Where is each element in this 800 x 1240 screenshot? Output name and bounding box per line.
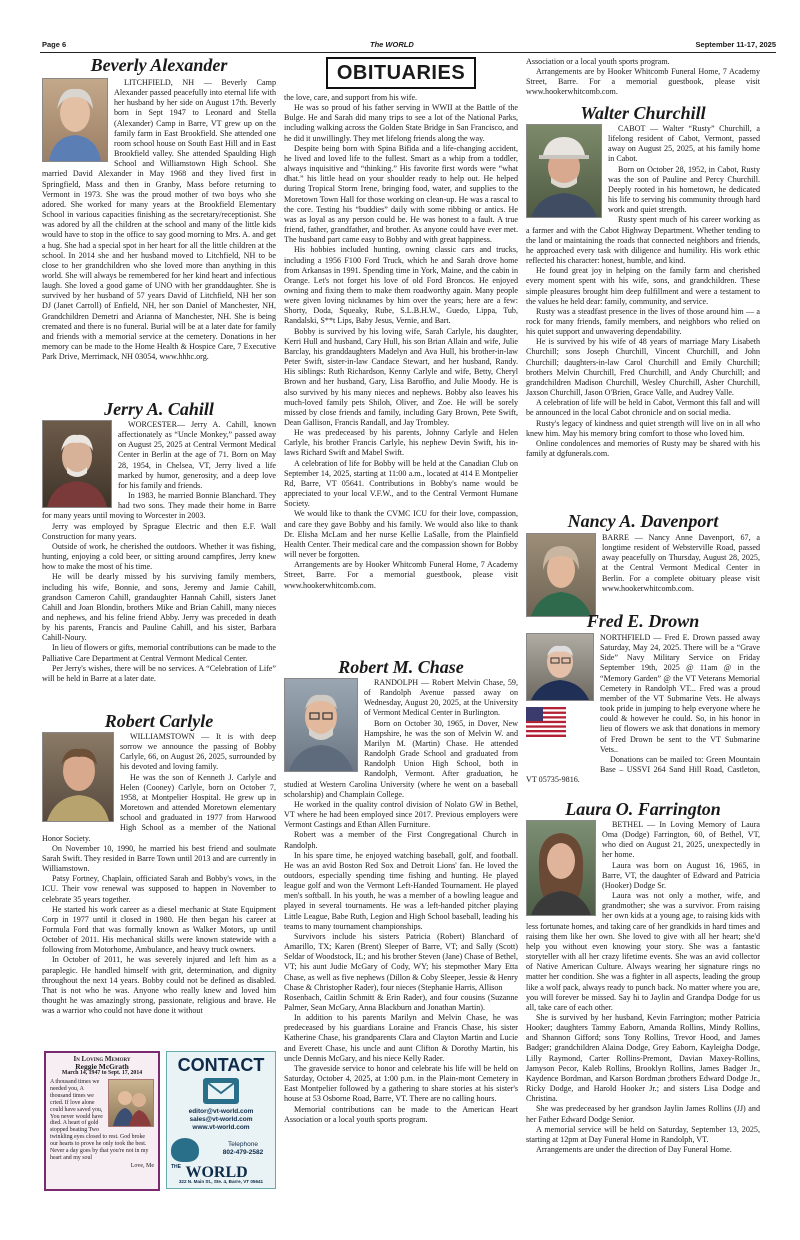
contact-phone-label: Telephone bbox=[228, 1141, 258, 1148]
world-logo bbox=[171, 1164, 271, 1181]
phone-icon bbox=[171, 1138, 199, 1162]
obit-fred: NORTHFIELD — Fred E. Drown passed away Saturday, May 24, 2025. There will be a “Grave Side” Navy Military Service on Friday September 19th, 2025 @ 11am @ in the “Memory Garden” @ the VT Veterans Memorial Cemetery in Randolph VT... Fred was a proud member of the VT Submarine Vets. He always took pride in jumping to help everyone where he could & however he could. So, in his honor in lieu of flowers we ask that donations in memory of Fred Drown be sent to the VT Submarine Vets.. Donations can be mailed to: Green Mountain Base – USSVI 264 Sand Hill Road, Castleton, VT 05735-9816. bbox=[526, 633, 760, 785]
obit-nancy: BARRE — Nancy Anne Davenport, 67, a longtime resident of Websterville Road, passed away peacefully on Thursday, August 28, 2025, at the Central Vermont Medical Center in Berlin. For a complete obituary please visit www.hookerwhitcomb.com. bbox=[526, 533, 760, 619]
obit-robert-chase-part2: Association or a local youth sports program. Arrangements are by Hooker Whitcomb Funeral Home, 7 Academy Street, Barre. For a memorial guestbook, please visit www.hookerwhitcomb.com. bbox=[526, 57, 760, 97]
header-rule bbox=[40, 52, 776, 53]
contact-website[interactable]: www.vt-world.com bbox=[192, 1124, 250, 1131]
obit-name-fred: Fred E. Drown bbox=[586, 611, 700, 631]
logo-world: WORLD bbox=[185, 1164, 248, 1181]
contact-email-sales[interactable]: sales@vt-world.com bbox=[189, 1116, 253, 1123]
american-flag-icon bbox=[526, 707, 566, 737]
contact-title: CONTACT bbox=[177, 1055, 265, 1075]
photo-walter bbox=[526, 124, 602, 218]
obit-jerry: WORCESTER— Jerry A. Cahill, known affectionately as “Uncle Monkey,” passed away on August 25, 2025 at Central Vermont Medical Center in Berlin at the age of 71. Born on May 28, 1954, in Chelsea, VT, Jerry lived a life marked by humor, generosity, and a deep love for his family and friends. In 1983, he married Bonnie Blanchard. They had two sons. They made their home in Barre for many years until moving to Worcester in 2003. Jerry was employed by Sprague Electric and then E.F. Wall Construction for many years. Outside of work, he cherished the outdoors. Whether it was fishing, hunting, enjoying a cold beer, or sitting around campfires, Jerry knew how to make the most of his time. He will be dearly missed by his surviving family members, including his wife, Bonnie, and sons, Jeremy and Jamie Cahill, grandson Cameron Cahill, grandaughter Hannah Cahill, sisters Janet Cahill and Joan Blondin, brothers Mike and Brian Cahill, many nieces and nephews, and his feline friend Abby. Jerry was preceded in death by his parents, Francis and Pauline Cahill, and his sister, Barbara Cahill-Noury. In lieu of flowers or gifts, memorial contributions can be made to the Palliative Care Department at Central Vermont Medical Center. Per Jerry's wishes, there will be no services. A “Celebration of Life” will be held in Barre at a later date. bbox=[42, 420, 276, 683]
obit-name-jerry: Jerry A. Cahill bbox=[104, 399, 214, 419]
obit-name-beverly: Beverly Alexander bbox=[90, 55, 228, 75]
photo-beverly bbox=[42, 78, 108, 162]
obit-robert-carlyle-part1: WILLIAMSTOWN — It is with deep sorrow we announce the passing of Bobby Carlyle, 66, on August 26, 2025, surrounded by his devoted and loving family. He was the son of Kenneth J. Carlyle and Helen (Cooney) Carlyle, born on October 7, 1958, at Montpelier Hospital. He grew up in Moretown and attended Moretown elementary school and graduated in 1977 from Harwood High School as a member of the National Honor Society. On November 10, 1990, he married his best friend and soulmate Sarah Swift. They resided in Barre Town until 2013 and are currently in Williamstown. Patsy Fortney, Chaplain, officiated Sarah and Bobby's vows, in the ICU. Their vow renewal was supposed to happen in November to celebrate 35 years together. He started his work career as a diesel mechanic at State Equipment Corp in 1977 until it closed in 1980. He then began his career at Formula Ford that was formally known as Walker Motors, up until October of 2011. His mechanical skills were known statewide with a following from Motorhome, Ambulance, and heavy truck owners. In October of 2011, he was severely injured and left him as a paraplegic. He handled himself with grit, determination, and dignity throughout the next 14 years. Bobby could not be defined as disabled. That is not who he was. Anyone who really knew and loved him thought he was amazingly strong, passionate, religious and brave. He was a warrior who could not have done it without bbox=[42, 732, 276, 1016]
paper-name: The WORLD bbox=[370, 40, 414, 49]
contact-email-editor[interactable]: editor@vt-world.com bbox=[188, 1108, 254, 1115]
page-number: Page 6 bbox=[42, 40, 67, 49]
memorial-dates: March 14, 1947 to Sept. 17, 2014 bbox=[61, 1070, 143, 1076]
photo-jerry bbox=[42, 420, 112, 508]
contact-address: 322 N. Main St., Ste. 4, Barre, VT 05641 bbox=[178, 1179, 264, 1184]
photo-robert-chase bbox=[284, 678, 358, 772]
obit-robert-carlyle-part2: the love, care, and support from his wife. He was so proud of his father serving in WWII at the Battle of the Bulge. He and Sarah did many trips to see a lot of the National Parks, including walking across the Golden State Bridge in San Francisco, and he did it unwillingly. They met lifelong friends along the way. Despite being born with Spina Bifida and a life-changing accident, he lived and loved life to the fullest. Smart as a whip from a toddler, always inquisitive and “thinking.” His favorite first words were “what dhat.” his little head on your shoulder ready to help out. He helped during Tropical Storm Irene, bringing food, water, and supplies to the Moretown Town Hall for those working on clean-up. He was a rascal to the core. Testing his “buddies” daily with some ribbing or antics. He was as loyal as any person could be. He was honest to a fault. A true friend, father, grandfather, and brother. As anyone could have ever met. The husband part came easy to Bobby and with great happiness. His hobbies included hunting, owning classic cars and trucks, including a 1956 F100 Ford Truck, which he and Sarah drove home from Arkansas in 1991. Spending time in York, Maine, and the cabin in Orange. Let's not forget his love of old Ford Broncos. He enjoyed owning and fixing them to make them roadworthy again. Many people were given loving nicknames by him over the years; here are a few: Shorty, Doda, Squeaky, Rube, S.L.B.H.W., Guedo, Lippa, Tub, Randalski, S**t Lips, Baby Jesus, Vernie, and Bart. Bobby is survived by his loving wife, Sarah Carlyle, his daughter, Kerri Hull and husband, Cary Hull, his son Brian Allain and wife, Julie Barclay, his granddaughters Madelyn and Ava Hull, his brother-in-law Peter Swift, sister-in-law Candace Stewart, and her husband, Randy. His siblings: Ruth Richardson, Kenny Carlyle and wife, Betty, Cheryl Brown and her husband, Gary, Lisa Baroffio, and Julie Moody. He is also survived by his many nieces and nephews. Bobby also leaves his much-loved family pets Shiloh, Oliver, and Zoe. He will be sorely missed by close friends and family, including Gary Brown, Pete Swift, Dean Gallison, Francis Randall, and Jay Trombley. He was predeceased by his parents, Johnny Carlyle and Helen Carlyle, his brother Francis Carlyle, his nephew Devin Swift, his in-laws Richard Swift and Mabel Swift. A celebration of life for Bobby will be held at the Canadian Club on September 14, 2025, starting at 11:00 a.m., located at 414 E Montpelier Rd, Barre, VT 05641. Contributions in Bobby's name would be appreciated to your local V.F.W., and to the Central Vermont Humane Society. We would like to thank the CVMC ICU for their love, compassion, and care they gave Bobby and his family. We would also like to thank Dr. Elisha McLam and her nurse Kellie LaSalle, from the Plainfield Health Center. Their medical care and the compassion shown for Bobby will never be forgotten. Arrangements are by Hooker Whitcomb Funeral Home, 7 Academy Street, Barre. For a memorial guestbook, please visit www.hookerwhitcomb.com. bbox=[284, 93, 518, 590]
contact-box bbox=[166, 1051, 276, 1189]
mail-icon bbox=[203, 1078, 239, 1104]
logo-the: THE bbox=[171, 1164, 181, 1170]
obit-name-robert-chase: Robert M. Chase bbox=[338, 657, 464, 677]
memorial-signoff: Love, Me bbox=[130, 1162, 154, 1169]
section-title: OBITUARIES bbox=[326, 57, 476, 89]
obit-walter: CABOT — Walter “Rusty” Churchill, a lifelong resident of Cabot, Vermont, passed away on August 25, 2025, at his family home in Cabot. Born on October 28, 1952, in Cabot, Rusty was the son of Pauline and Percy Churchill. Deeply rooted in his hometown, he dedicated his life to serving his community through hard work and quiet strength. Rusty spent much of his career working as a farmer and with the Cabot Highway Department. Whether tending to the land or maintaining the roads that connected neighbors and friends, he approached every task with diligence and humility. His work ethic reflected his character: honest, humble, and kind. He found great joy in helping on the family farm and cherished every moment spent with his wife, sons, and grandchildren. These simple pleasures brought him deep fulfillment and were a testament to the values he held dear: family, community, and service. Rusty was a steadfast presence in the lives of those around him — a rock for many friends, family members, and neighbors who relied on his quiet support and unwavering dependability. He is survived by his wife of 48 years of marriage Mary Lisabeth Churchill; sons Joseph Churchill, Vincent Churchill, and John Churchill; daughters-in-law Carol Churchill and Emily Churchill; brothers Melvin Churchill, Fred Churchill, and Andy Churchill; and grandchildren Madison Churchill, Wesley Churchill, Asher Churchill, Jaxson Churchill, Jason O'Brien, Grace Valle, and Audrey Valle. A celebration of life will be held in Cabot, Vermont this fall and will be announced in the local Cabot chronicle and on social media. Rusty's legacy of kindness and quiet strength will live on in all who knew him. May his memory bring comfort to those who loved him. Online condolences and memories of Rusty may be shared with his family at dgfunerals.com. bbox=[526, 124, 760, 458]
obit-name-laura: Laura O. Farrington bbox=[565, 799, 721, 819]
issue-date: September 11-17, 2025 bbox=[695, 40, 776, 49]
memorial-name: Reggie McGrath bbox=[75, 1062, 129, 1071]
contact-phone[interactable]: 802-479-2582 bbox=[222, 1149, 264, 1156]
memorial-poem: A thousand times we needed you, A thousand times we cried. If love alone could have saved you, You never would have died. A heart of gold stopped beating Two twinkling eyes closed to rest. God broke our hearts to prove he only took the best. Never a day goes by that you're not in my heart and my soul bbox=[50, 1079, 149, 1161]
photo-reggie bbox=[108, 1079, 154, 1127]
obit-beverly: LITCHFIELD, NH — Beverly Camp Alexander passed peacefully into eternal life with her husband by her side on August 17th. Beverly born in Sept 1947 to Leonard and Stella (Alexander) Camp in Barre, VT grew up on the family farm in East Brookfield. She attended one room school house on South East Hill and in East Brookfield valley. She attended Spaulding High School and Williamstown High School. She married David Alexander in May 1968 and they lived first in Springfield, Mass and then in Granby, Mass before returning to Vermont in 1973. She was the proud mother of two boys who she adored. She worked for many years at the Brookfield Elementary School in various capacities finishing as the secretary/receptionist. She was adored by all the children at the school and many of the little kids would have to stop in the office to say good morning to Mrs. A. and get a hug. She had a special spot in her heart for all the little children at the school. In 2014 she and her husband moved to Litchfield, NH to be close to her grandchildren who she loved more than anything in this world. She will always be remembered for her kind heart and infectious laugh. She loved a good game of UNO with her granddaughter. She is survived by her husband of 57 years David of Litchfield, NH her son DJ (Janet Carroll) of Enfield, NH, her son Daniel of Manchester, NH, Grandchildren Demetri and Arianna of Manchester, NH. She is being cremated and there is no funeral. Burial will be at a later date for family and friends with a memorial service at the cemetery. Donations in her memory can be made to the Home Health & Hospice Care, 7 Executive Park Drive, Merrimack, NH 03054, www.hhhc.org. bbox=[42, 78, 276, 362]
obit-name-nancy: Nancy A. Davenport bbox=[567, 511, 719, 531]
memorial-heading: In Loving Memory bbox=[73, 1055, 131, 1063]
photo-robert-carlyle bbox=[42, 732, 114, 822]
obit-name-walter: Walter Churchill bbox=[580, 103, 706, 123]
photo-fred bbox=[526, 633, 594, 701]
photo-nancy bbox=[526, 533, 596, 617]
photo-fred-group bbox=[526, 633, 594, 765]
obit-laura: BETHEL — In Loving Memory of Laura Oma (Dodge) Farrington, 60, of Bethel, VT, who died on August 21, 2025, unexpectedly in her home. Laura was born on August 16, 1965, in Barre, VT, the daughter of Edward and Patricia (Hooker) Dodge Sr. Laura was not only a mother, wife, and grandmother; she was a survivor. From raising her own kids at a young age, to raising kids with less fortunate homes, and taking care of her grandkids in hard times and raising them like her own. She loved to give with all her heart; she'd help you without even knowing your story. She was a fantastic storyteller with all her crazy lifetime events. She was an avid collector of Native American Culture. Always wearing her signature rings no matter her condition. She was a fighter in all aspects, leading the group like a wolf pack, always ready to punch back. No matter where you are, you will forever be missed. Say hi to Jaylin and Grandpa Dodge for us all, take care of each other. She is survived by her husband, Kevin Farrington; mother Patricia Hooker; daughters Tammy Eaborn, Amanda Rollins, Mindy Rollins, and Shannon Gifford; sons Tony Rollins, Trevor Hood, and James Badger; grandchildren Alaina Dodge, Grey Eaborn, Kayleigha Dodge, Lilly Raymond, Carter Rollins-Premont, Davian Maxey-Rollins, Jamyson Pecor, Kaleb Rollins, Brooklyn Rollins, James Badger Jr., Kaydence Bordman, and Karson Bordman ;brothers Edward Dodge Jr., Ricky Dodge, and Harold Hooker Jr.; and sisters Lisa Dodge and Christina. She was predeceased by her grandson Jaylin James Rollins (JJ) and her Father Edward Dodge Senior. A memorial service will be held on Saturday, September 13, 2025, starting at 12pm at Day Funeral Home in Randolph, VT. Arrangements are under the direction of Day Funeral Home. bbox=[526, 820, 760, 1154]
obit-robert-chase-part1: RANDOLPH — Robert Melvin Chase, 59, of Randolph Avenue passed away on Wednesday, August 20, 2025, at the University of Vermont Medical Center in Burlington. Born on October 30, 1965, in Dover, New Hampshire, he was the son of Melvin W. and Marilyn M. (Martin) Chase. He attended Randolph Grade School and graduated from Randolph Union High School, both in Randolph, Vermont. After graduation, he studied at Western Carolina University (where he went on a baseball scholarship) and Champlain College. He worked in the quality control division of Nolato GW in Bethel, VT where he had been employed since 2017. Previous employers were Vermont Castings and Ethan Allen Furniture. Robert was a member of the First Congregational Church in Randolph. In his spare time, he enjoyed watching baseball, golf, and football. He was an avid Boston Red Sox and Detroit Lions' fan. He loved the outdoors, especially spending time fishing and hunting. He played league golf and won the Vermont Left-Handed Tournament. He played men's softball. In his youth, he was a member of a bowling league and played in several tournaments. He was a left-handed pitcher playing Little League, Babe Ruth, Legion and High School baseball, leading his teams to many tournament championships. Survivors include his sisters Patricia (Robert) Blanchard of Amarillo, TX; Karen (Brent) Sleeper of Barre, VT; and Sally (Scott) Seldar of Woodstock, IL; and his brother Steven (Jane) Chase of Bethel, VT; his aunt Judie McGary of Cody, WY; his stepmother Mary Etta Chase, as well as five nephews (Dillon & Coby Sleeper, Jessie & Henry Chase & Christopher Rader), four nieces (Stephanie Harris, Allison Rosenbach, Caitlin Schmitt & Erin Rader), and four cousins (Suzanne Palmer, Sean McGary, Anna Blackburn and Jonathan Martin). In addition to his parents Marilyn and Melvin Chase, he was predeceased by his guardians Loraine and Francis Chase, his sister Katherine Chase, his grandparents Clara and Clayton Martin and Lucie and Everett Chase, his uncle and aunt Clifton & Dorothy Martin, his uncle Dennis McGary, and his niece Kelly Rader. The graveside service to honor and celebrate his life will be held on Saturday, October 4, 2025, at 1:00 p.m. in the Plain-mont Cemetery in East Montpelier followed by a gathering to share stories at his sister's house at 53 Osborne Road, Barre, VT. There are no calling hours. Memorial contributions can be made to the American Heart Association or a local youth sports program. bbox=[284, 678, 518, 1124]
in-memory-box bbox=[44, 1051, 160, 1191]
obit-name-robert-carlyle: Robert Carlyle bbox=[104, 711, 214, 731]
photo-laura bbox=[526, 820, 596, 916]
